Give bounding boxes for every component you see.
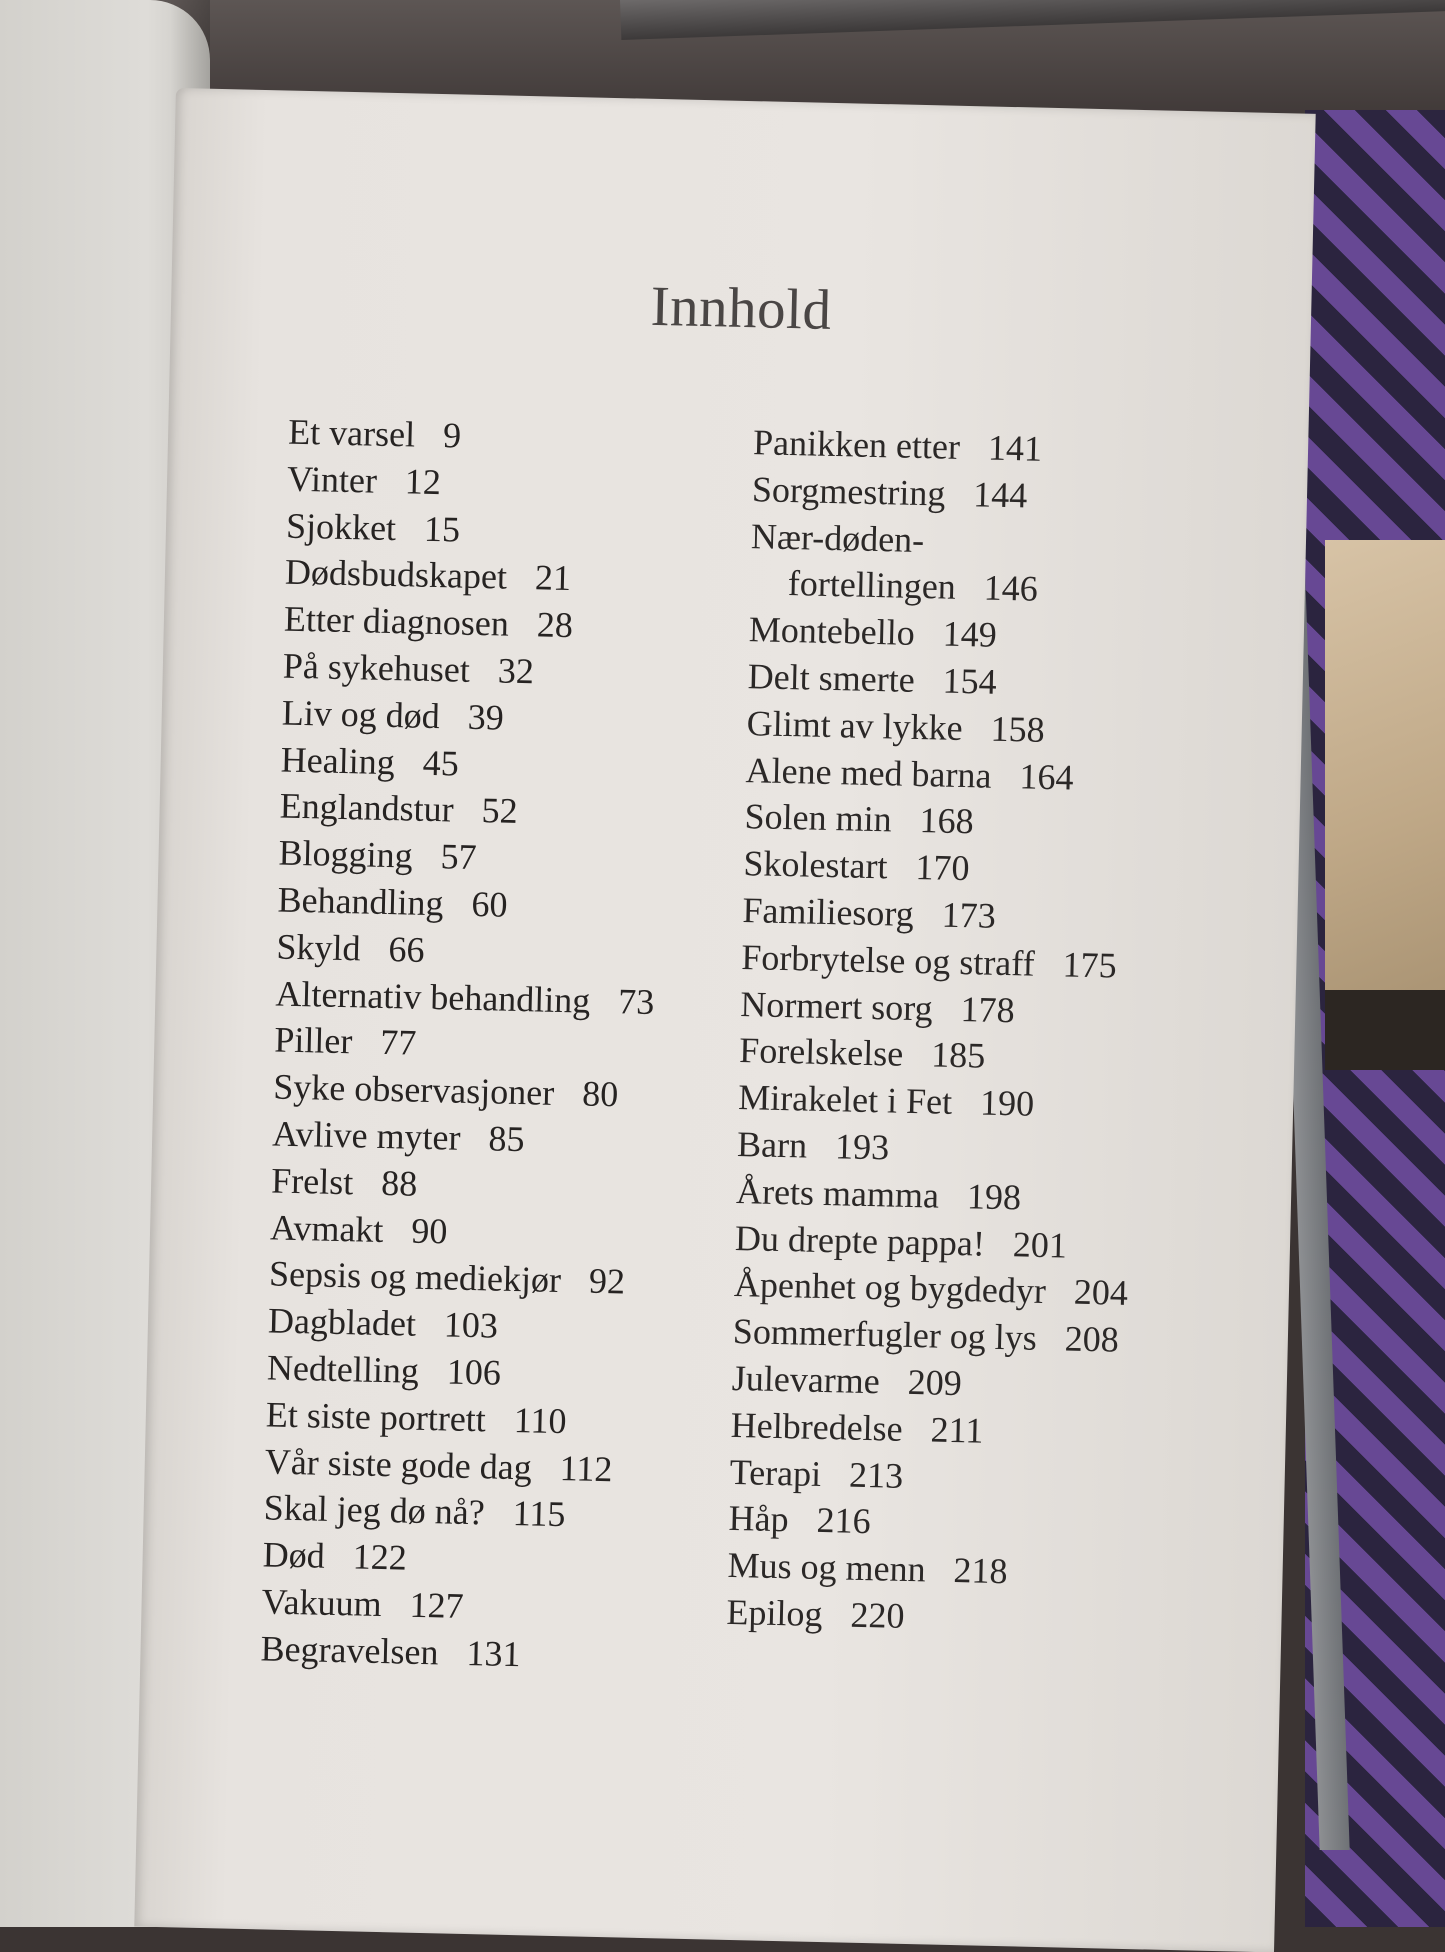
toc-entry-title: På sykehuset (282, 645, 471, 690)
toc-entry-title: Helbredelse (730, 1404, 904, 1449)
toc-entry-page (952, 520, 953, 560)
toc-entry (273, 1064, 653, 1119)
toc-entry-page: 141 (987, 427, 1043, 469)
toc-entry-title: Englandstur (279, 785, 455, 830)
toc-entry-page: 175 (1062, 944, 1118, 986)
toc-entry-page: 193 (834, 1126, 890, 1168)
toc-entry-title: Piller (273, 1019, 353, 1062)
page-title: Innhold (650, 274, 833, 342)
toc-entry-title: Terapi (729, 1451, 822, 1494)
toc-entry (260, 1625, 640, 1680)
toc-entry-title: Familiesorg (742, 890, 915, 934)
toc-entry-page: 32 (497, 650, 535, 692)
toc-entry-page: 170 (915, 847, 970, 889)
toc-entry-title: fortellingen (787, 563, 957, 608)
toc-entry (271, 1157, 651, 1212)
toc-entry-title: Mus og menn (727, 1545, 927, 1590)
toc-entry-page: 92 (588, 1261, 626, 1302)
toc-entry-page: 216 (816, 1500, 872, 1542)
toc-entry-page: 178 (960, 988, 1016, 1030)
toc-entry (730, 1402, 1125, 1458)
toc-entry-title: Et siste portrett (265, 1394, 487, 1440)
toc-entry-page: 57 (440, 836, 478, 878)
toc-entry-title: Healing (280, 739, 396, 782)
toc-entry (270, 1204, 650, 1259)
wooden-surface (1325, 540, 1445, 1010)
toc-entry-title: Mirakelet i Fet (737, 1077, 953, 1123)
toc-entry-page: 146 (983, 567, 1039, 610)
toc-entry-title: Sommerfugler og lys (732, 1311, 1038, 1358)
toc-entry-title: Alene med barna (745, 749, 992, 796)
right-page (134, 88, 1315, 1952)
toc-entry (275, 970, 655, 1025)
toc-entry-title: Nedtelling (266, 1347, 420, 1391)
toc-entry-title: Død (262, 1534, 326, 1576)
toc-entry-title: Vakuum (261, 1581, 383, 1624)
toc-entry (262, 1531, 642, 1586)
toc-entry-title: Åpenhet og bygdedyr (733, 1264, 1047, 1312)
toc-entry-title: Panikken etter (752, 422, 961, 467)
toc-entry-title: Dødsbudskapet (284, 551, 508, 598)
toc-entry-page: 209 (907, 1361, 963, 1404)
toc-entry (281, 689, 661, 744)
toc-entry-title: Montebello (748, 609, 916, 654)
toc-entry-page: 12 (404, 461, 442, 502)
toc-entry (261, 1578, 641, 1633)
toc-entry (741, 934, 1136, 990)
toc-entry-page: 144 (972, 473, 1028, 516)
toc-entry-title: Avlive myter (271, 1113, 461, 1158)
toc-entry-page: 52 (481, 790, 519, 832)
toc-entry-page: 28 (536, 604, 574, 646)
toc-entry-title: Etter diagnosen (283, 598, 510, 644)
toc-entry-page: 127 (409, 1584, 465, 1626)
toc-entry (263, 1485, 643, 1540)
toc-entry (737, 1121, 1132, 1177)
toc-entry-page: 164 (1019, 755, 1074, 798)
toc-entry-page: 88 (380, 1162, 418, 1204)
toc-entry-title: Normert sorg (739, 983, 934, 1028)
table-shadow (1325, 990, 1445, 1070)
toc-entry-title: Forbrytelse og straff (740, 936, 1036, 984)
toc-entry-title: Alternativ behandling (275, 973, 591, 1021)
toc-entry (731, 1355, 1126, 1411)
toc-entry (283, 596, 663, 651)
toc-entry-title: Glimt av lykke (746, 702, 964, 748)
toc-entry-title: Blogging (278, 832, 414, 876)
toc-entry-title: Dagbladet (267, 1300, 417, 1344)
toc-entry-title: Et varsel (287, 411, 416, 455)
toc-entry-page: 9 (442, 415, 462, 456)
toc-entry-page: 220 (850, 1594, 905, 1636)
toc-entry (268, 1298, 648, 1353)
toc-entry-page: 204 (1073, 1272, 1129, 1314)
toc-entry-title: Sorgmestring (751, 468, 946, 514)
toc-entry (726, 1589, 1121, 1645)
toc-entry-page: 185 (930, 1034, 986, 1076)
toc-entry-page: 190 (979, 1082, 1035, 1124)
toc-entry-page: 218 (953, 1550, 1009, 1592)
toc-entry-page: 112 (559, 1447, 613, 1489)
toc-entry-page: 158 (990, 708, 1046, 750)
toc-entry (266, 1344, 646, 1399)
toc-entry (285, 549, 665, 604)
toc-entry-page: 39 (467, 696, 505, 738)
toc-entry-title: Delt smerte (747, 656, 916, 700)
toc-entry-title: Forelskelse (738, 1030, 904, 1075)
toc-entry-page: 168 (919, 800, 975, 842)
toc-entry-title: Du drepte pappa! (734, 1217, 986, 1264)
toc-entry (287, 455, 667, 510)
toc-entry-title: Skolestart (743, 843, 888, 887)
toc-entry (274, 1017, 654, 1072)
toc-entry (752, 466, 1147, 522)
toc-entry-title: Begravelsen (260, 1628, 439, 1673)
toc-entry (276, 923, 656, 978)
toc-entry-title: Epilog (726, 1591, 823, 1634)
toc-entry (278, 830, 658, 885)
toc-entry-page: 201 (1012, 1223, 1068, 1266)
toc-entry-page: 110 (513, 1399, 567, 1441)
toc-entry (736, 1168, 1131, 1224)
toc-entry-title: Solen min (744, 796, 893, 840)
toc-entry-page: 211 (930, 1409, 984, 1451)
toc-entry (269, 1251, 649, 1306)
toc-entry-page: 208 (1064, 1318, 1120, 1360)
toc-entry-page: 73 (617, 980, 655, 1022)
toc-entry-title: Skal jeg dø nå? (263, 1487, 486, 1533)
toc-entry-page: 60 (471, 883, 508, 925)
toc-entry-title: Barn (736, 1123, 808, 1166)
toc-entry (264, 1438, 644, 1493)
toc-entry-title: Skyld (276, 926, 362, 969)
toc-entry-page: 198 (966, 1175, 1022, 1218)
toc-entry-title: Avmakt (269, 1206, 384, 1250)
toc-entry-page: 173 (941, 894, 997, 936)
toc-entry-page: 149 (942, 613, 998, 655)
toc-entry-title: Årets mamma (735, 1170, 940, 1216)
toc-entry-page: 213 (848, 1454, 904, 1496)
toc-entry (288, 409, 668, 464)
toc-entry-page: 154 (942, 660, 998, 702)
toc-entry (265, 1391, 645, 1446)
toc-left-column (260, 409, 667, 1681)
toc-entry-title: Vinter (286, 458, 378, 501)
toc-entry-page: 45 (422, 742, 460, 784)
toc-entry-title: Håp (728, 1498, 790, 1540)
toc-entry (279, 783, 659, 838)
toc-entry (272, 1110, 652, 1165)
toc-entry-page: 115 (512, 1493, 566, 1535)
toc-right-column (726, 419, 1147, 1644)
toc-entry-page: 85 (488, 1118, 525, 1160)
toc-entry-page: 21 (534, 557, 572, 599)
toc-entry-title: Julevarme (731, 1357, 881, 1402)
toc-entry-page: 131 (466, 1632, 521, 1674)
toc-entry (746, 700, 1141, 756)
toc-entry (282, 643, 662, 698)
toc-entry-title: Frelst (270, 1160, 354, 1203)
toc-entry (277, 876, 657, 931)
toc-entry-page: 106 (446, 1351, 502, 1393)
toc-entry-page: 90 (411, 1210, 448, 1251)
toc-entry-title: Sjokket (285, 505, 397, 548)
toc-entry-title: Sepsis og mediekjør (268, 1253, 562, 1301)
toc-entry-page: 103 (443, 1304, 499, 1346)
toc-entry-title: Syke observasjoner (272, 1066, 555, 1113)
toc-entry-page: 122 (352, 1536, 408, 1578)
toc-entry-page: 15 (423, 508, 461, 550)
toc-entry-title: Behandling (277, 879, 445, 924)
toc-entry (280, 736, 660, 791)
toc-entry (286, 502, 666, 557)
toc-entry-page: 80 (581, 1073, 619, 1115)
toc-entry-title: Nær-døden- (750, 515, 925, 560)
toc-entry-page: 77 (379, 1022, 417, 1064)
toc-entry-page: 66 (388, 928, 426, 970)
toc-entry-title: Liv og død (281, 692, 441, 736)
toc-entry-title: Vår siste gode dag (264, 1440, 533, 1487)
